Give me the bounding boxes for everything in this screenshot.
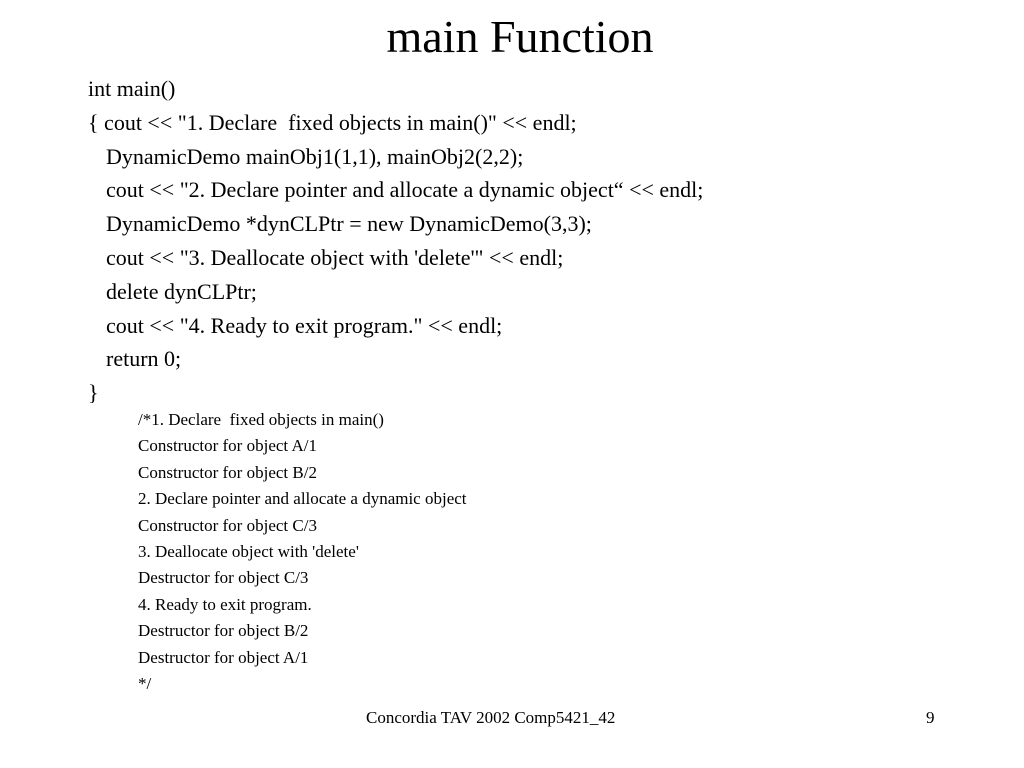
output-line: */: [138, 674, 152, 694]
code-line: }: [88, 380, 99, 406]
code-line: int main(): [88, 76, 176, 101]
output-line: 2. Declare pointer and allocate a dynamic object: [138, 489, 467, 509]
output-line: Destructor for object C/3: [138, 568, 309, 588]
code-block: [88, 72, 703, 410]
code-line: cout << "3. Deallocate object with 'delete'" << endl;: [106, 244, 564, 270]
program-output-comment: [138, 407, 467, 697]
output-line: Destructor for object B/2: [138, 621, 309, 641]
slide-footer: Concordia TAV 2002 Comp5421_42: [366, 708, 616, 727]
slide-title: main Function: [386, 11, 654, 62]
code-line: DynamicDemo mainObj1(1,1), mainObj2(2,2);: [106, 143, 524, 169]
code-line: DynamicDemo *dynCLPtr = new DynamicDemo(3,3);: [106, 211, 592, 237]
output-line: 4. Ready to exit program.: [138, 594, 312, 614]
code-line: cout << "4. Ready to exit program." << endl;: [106, 312, 503, 338]
code-line: delete dynCLPtr;: [106, 278, 257, 304]
page-number: 9: [926, 708, 935, 727]
output-line: /*1. Declare fixed objects in main(): [138, 410, 384, 429]
output-line: Constructor for object C/3: [138, 515, 317, 535]
output-line: Constructor for object A/1: [138, 436, 317, 456]
output-line: 3. Deallocate object with 'delete': [138, 542, 359, 562]
output-line: Constructor for object B/2: [138, 462, 317, 482]
code-line: return 0;: [106, 346, 182, 372]
output-line: Destructor for object A/1: [138, 647, 309, 667]
code-line: { cout << "1. Declare fixed objects in main()" << endl;: [88, 109, 577, 135]
code-line: cout << "2. Declare pointer and allocate a dynamic object“ << endl;: [106, 177, 704, 203]
